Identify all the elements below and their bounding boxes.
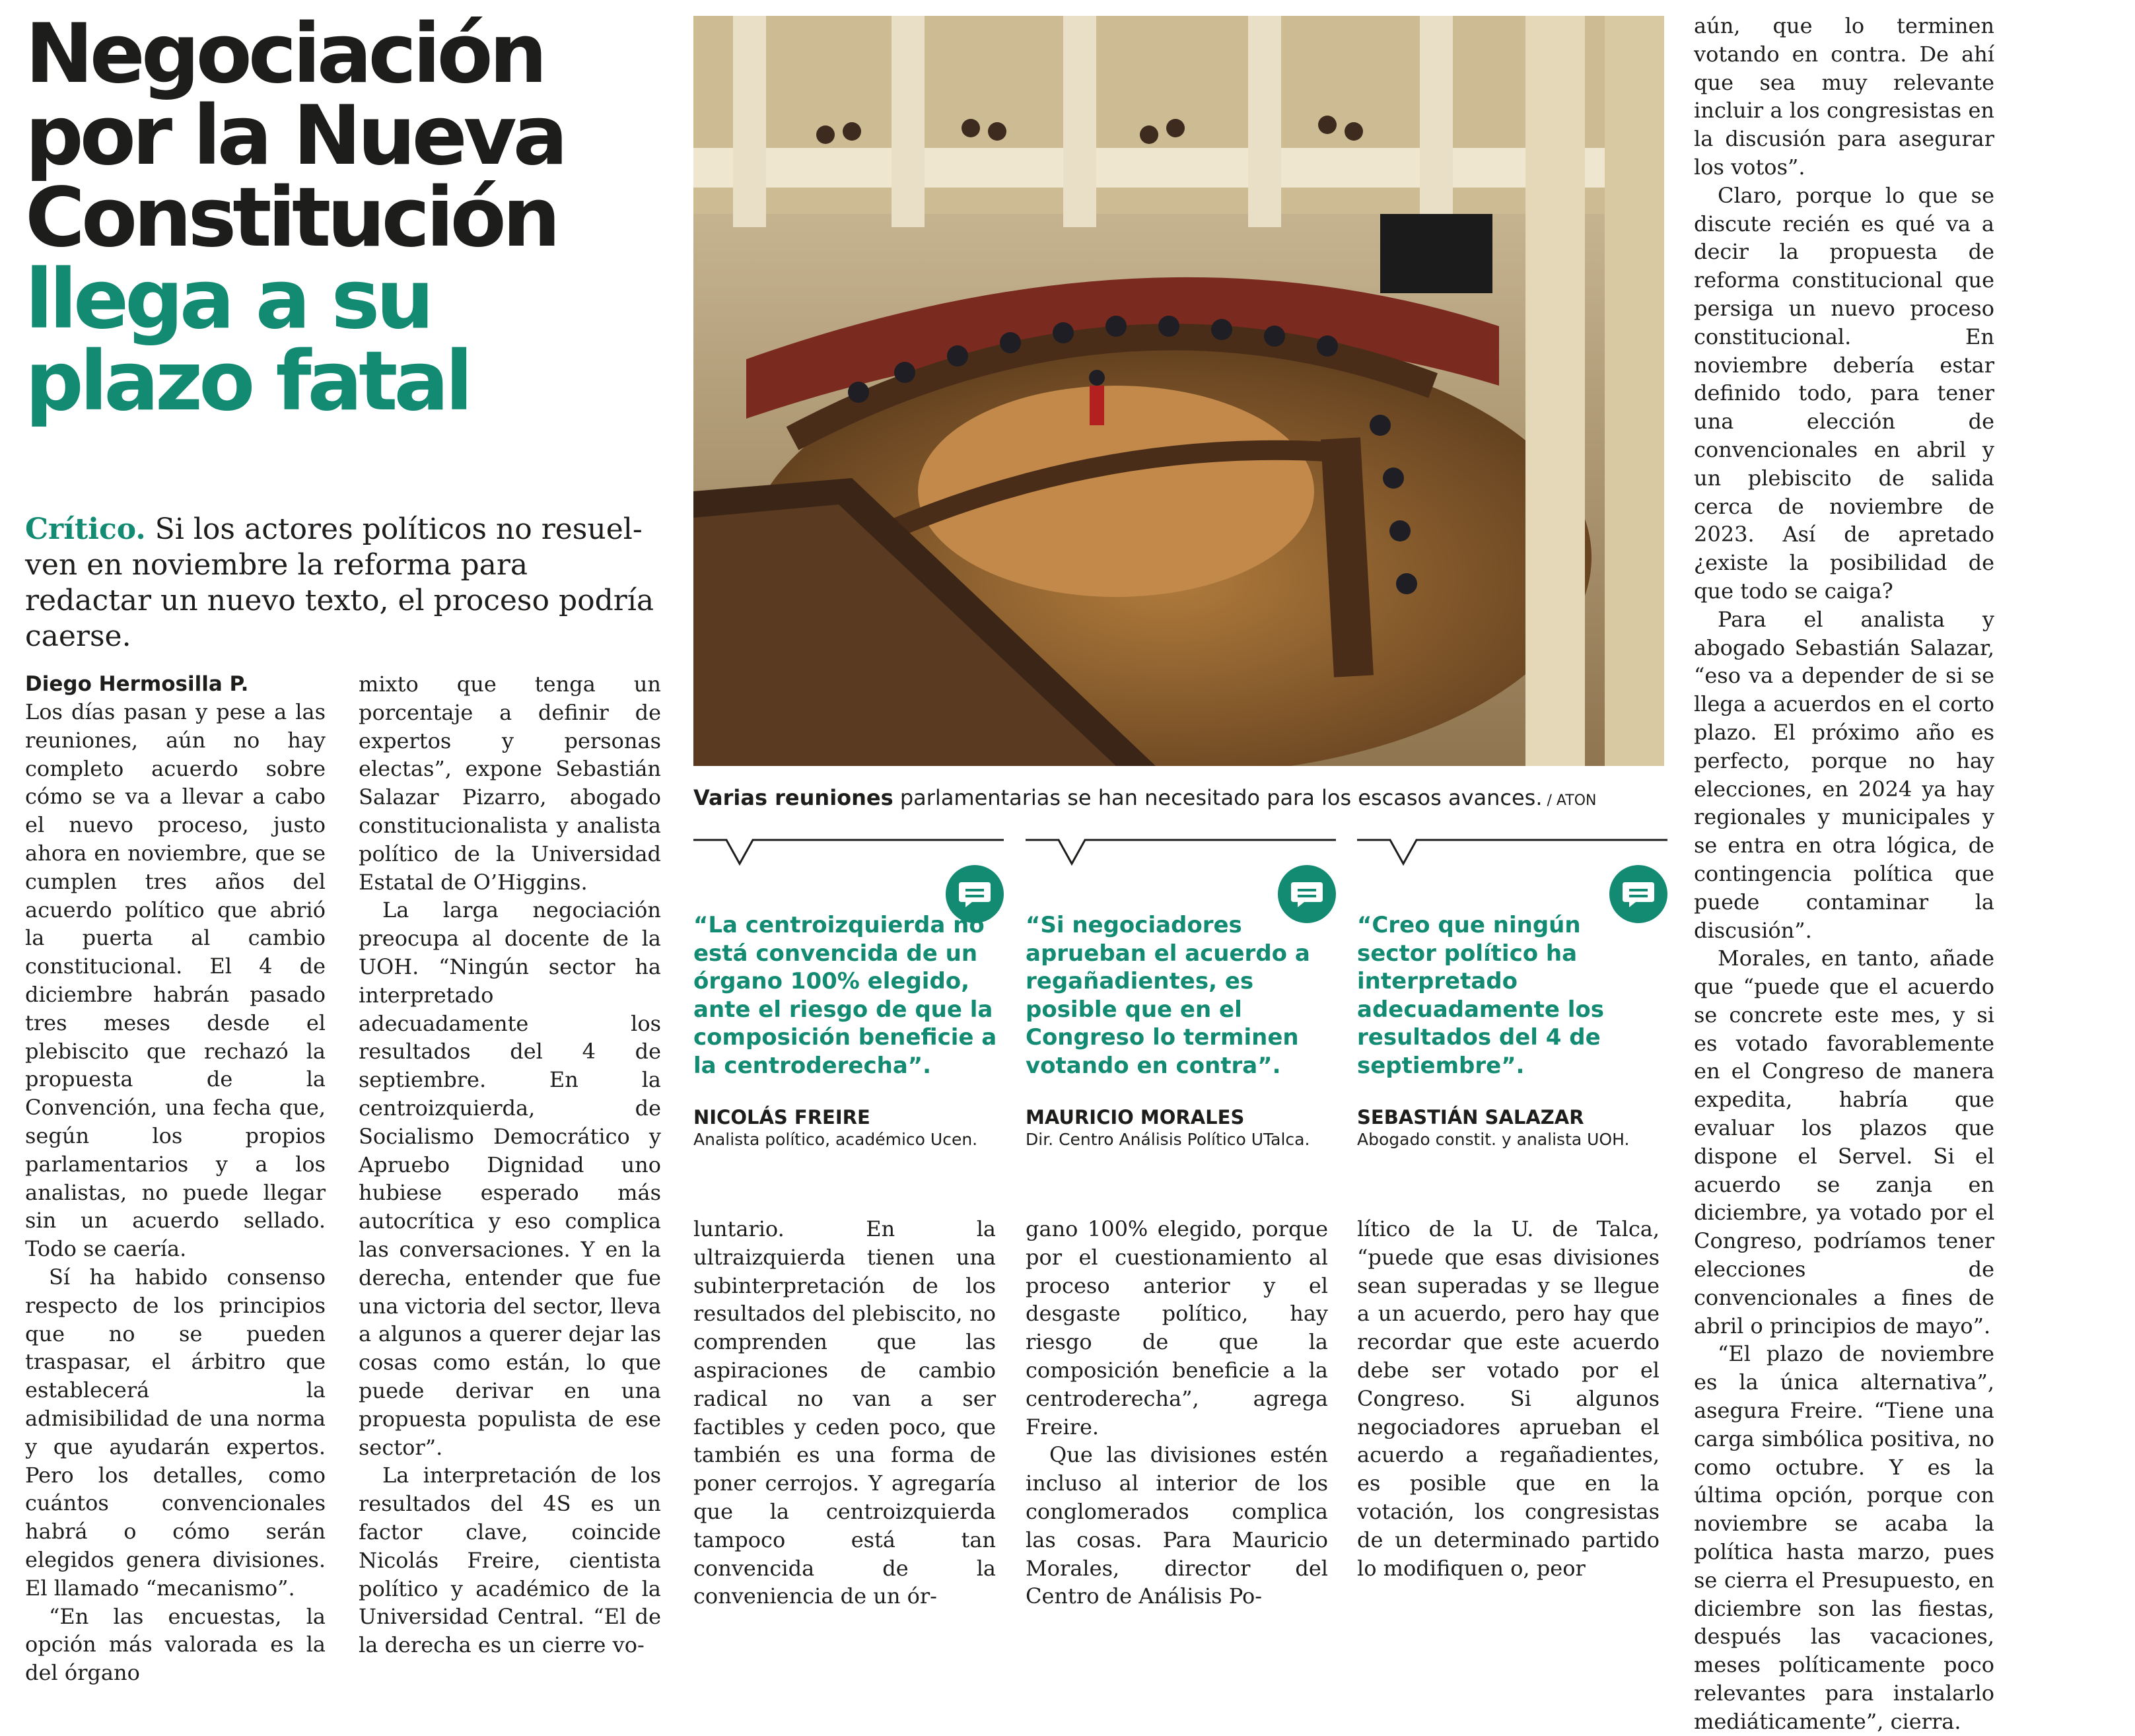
paragraph: aún, que lo terminen votando en contra. De ahí que sea muy relevante incluir a los congresistas en la discusión para asegurar los votos”.	[1694, 13, 1994, 180]
body-column-6	[1694, 12, 1994, 1736]
paragraph: Los días pasan y pese a las reuniones, aún no hay completo acuerdo sobre cómo se va a llevar a cabo el nuevo proceso, justo ahora en noviembre, que se cumplen tres años del acuerdo político que abrió la puerta al cambio constitucional. El 4 de diciembre habrán pasado tres meses desde el plebiscito que rechazó la propuesta de la Convención, una fecha que, según los propios parlamentarios y a los analistas, no puede llegar sin un acuerdo sellado. Todo se caería.	[25, 699, 326, 1262]
photo-credit: / ATON	[1542, 792, 1597, 809]
quote-divider	[1357, 839, 1667, 868]
lead-text: Si los actores políticos no resuel- ven en noviembre la reforma para redactar un nuevo texto, el proceso podría caerse.	[25, 512, 654, 653]
chamber-photo	[693, 16, 1664, 766]
quote-divider	[693, 839, 1004, 868]
body-column-5	[1357, 1215, 1660, 1582]
headline-line-4: llega a su	[25, 252, 431, 347]
quote-author-role: Dir. Centro Análisis Político UTalca.	[1026, 1130, 1310, 1149]
headline-line-3: Constitución	[25, 170, 557, 265]
paragraph: luntario. En la ultraizquierda tienen una subinterpretación de los resultados del plebiscito, no comprenden que las aspiraciones de cambio radical no van a ser factibles y ceden poco, que también es una forma de poner cerrojos. Y agregaría que la centroizquierda tampoco está tan convencida de la conveniencia de un ór-	[693, 1216, 996, 1609]
caption-bold: Varias reuniones	[693, 785, 893, 810]
photo-caption	[693, 784, 1664, 814]
paragraph: La larga negociación preocupa al docente de la UOH. “Ningún sector ha interpretado adecuadamente los resultados del 4 de septiembre. En la centroizquierda, de Socialismo Democrático y Apruebo Dignidad uno hubiese esperado más autocrítica y eso complica las conversaciones. Y en la derecha, entender que fue una victoria del sector, lleva a algunos a querer dejar las cosas como están, lo que puede derivar en una propuesta populista de ese sector”.	[359, 897, 661, 1460]
paragraph: Que las divisiones estén incluso al interior de los conglomerados complica las cosas. Para Mauricio Morales, director del Centro de Análisis Po-	[1026, 1442, 1328, 1609]
paragraph: Para el analista y abogado Sebastián Salazar, “eso va a depender de si se llega a acuerdos en el corto plazo. El próximo año es perfecto, porque no hay elecciones, en 2024 ya hay regionales y municipales y se entra en otra lógica, de contingencia política que puede contaminar la discusión”.	[1694, 606, 1994, 943]
headline-line-2: por la Nueva	[25, 88, 565, 184]
paragraph: Claro, porque lo que se discute recién es qué va a decir la propuesta de reforma constitucional que persiga un nuevo proceso constitucional. En noviembre debería estar definido todo, para tener una elección de convencionales en abril y un plebiscito de salida cerca de noviembre de 2023. Así de apretado ¿existe la posibilidad de que todo se caiga?	[1694, 182, 1994, 604]
paragraph: La interpretación de los resultados del 4S es un factor clave, coincide Nicolás Freire, cientista político y académico de la Universidad Central. “El de la derecha es un cierre vo-	[359, 1463, 661, 1658]
headline	[25, 7, 685, 429]
paragraph: “En las encuestas, la opción más valorada es la del órgano	[25, 1603, 326, 1686]
quote-text: “Si negociadores aprueban el acuerdo a regañadientes, es posible que en el Congreso lo terminen votando en contra”.	[1026, 912, 1310, 1079]
quote-author-name: SEBASTIÁN SALAZAR	[1357, 1106, 1584, 1128]
paragraph: lítico de la U. de Talca, “puede que esas divisiones sean superadas y se llegue a un acuerdo, pero hay que recordar que este acuerdo debe ser votado por el Congreso. Si algunos negociadores aprueban el acuerdo a regañadientes, es posible que en la votación, los congresistas de un determinado partido lo modifiquen o, peor	[1357, 1216, 1660, 1581]
body-column-3	[693, 1215, 996, 1611]
caption-text: parlamentarias se han necesitado para los escasos avances.	[893, 785, 1543, 810]
paragraph: mixto que tenga un porcentaje a definir de expertos y personas electas”, expone Sebastián Salazar Pizarro, abogado constitucionalista y analista político de la Universidad Estatal de O’Higgins.	[359, 672, 661, 895]
paragraph: Morales, en tanto, añade que “puede que el acuerdo se concrete este mes, y si es votado favorablemente en el Congreso de manera expedita, habría que evaluar los plazos que dispone el Servel. Si el acuerdo se zanja en diciembre, ya votado por el Congreso, podríamos tener elecciones de convencionales a fines de abril o principios de mayo”.	[1694, 946, 1994, 1338]
lead-paragraph	[25, 512, 659, 654]
quote-box-freire	[693, 839, 1004, 1149]
headline-line-1: Negociación	[25, 7, 543, 102]
body-column-4	[1026, 1215, 1328, 1611]
paragraph: Sí ha habido consenso respecto de los principios que no se pueden traspasar, el árbitro que establecerá la admisibilidad de una norma y que ayudarán expertos. Pero los detalles, como cuántos convencionales habrá o cómo serán elegidos genera divisiones. El llamado “mecanismo”.	[25, 1264, 326, 1601]
body-column-2	[359, 670, 661, 1659]
chamber-photo-illustration	[693, 16, 1664, 766]
quote-author-name: NICOLÁS FREIRE	[693, 1106, 870, 1128]
quote-box-salazar	[1357, 839, 1667, 1149]
body-column-1	[25, 670, 326, 1687]
byline: Diego Hermosilla P.	[25, 672, 249, 696]
paragraph: “El plazo de noviembre es la única alternativa”, asegura Freire. “Tiene una carga simbólica positiva, no como octubre. Y es la última opción, porque con noviembre se acaba la política hasta marzo, pues se cierra el Presupuesto, en diciembre son las fiestas, después las vacaciones, meses políticamente poco relevantes para instalarlo mediáticamente”, cierra.	[1694, 1341, 1994, 1734]
quote-author-name: MAURICIO MORALES	[1026, 1106, 1245, 1128]
quote-text: “Creo que ningún sector político ha interpretado adecuadamente los resultados del 4 de septiembre”.	[1357, 912, 1605, 1079]
quote-author-role: Abogado constit. y analista UOH.	[1357, 1130, 1630, 1149]
lead-kicker: Crítico.	[25, 512, 146, 546]
headline-line-5: plazo fatal	[25, 334, 470, 429]
quote-author-role: Analista político, académico Ucen.	[693, 1130, 978, 1149]
quote-box-morales	[1026, 839, 1336, 1149]
quote-divider	[1026, 839, 1336, 868]
quote-text: “La centroizquierda no está convencida de un órgano 100% elegido, ante el riesgo de que la composición beneficie a la centroderecha”.	[693, 912, 997, 1079]
paragraph: gano 100% elegido, porque por el cuestionamiento al proceso anterior y el desgaste político, hay riesgo de que la composición beneficie a la centroderecha”, agrega Freire.	[1026, 1216, 1328, 1440]
